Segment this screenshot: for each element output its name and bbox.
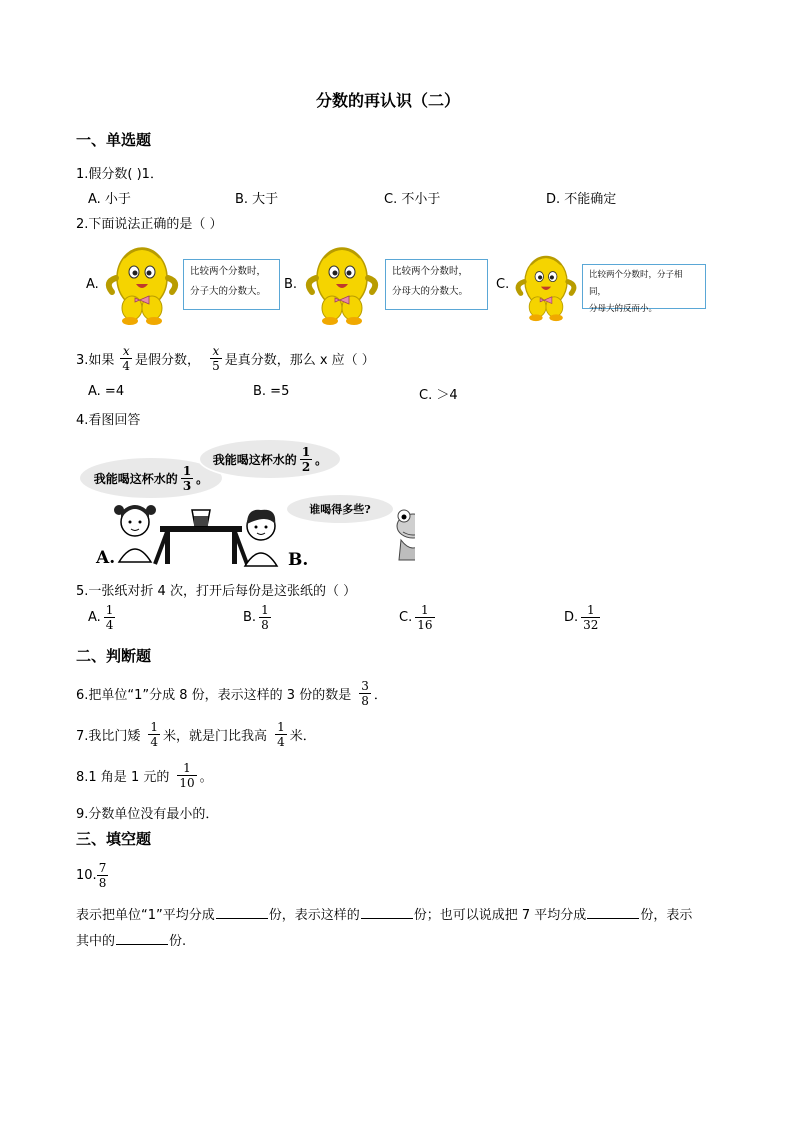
q3-mid: 是假分数， xyxy=(135,353,201,368)
q5-option-b-numerator: 1 xyxy=(261,603,269,617)
q2-option-c-label[interactable]: C. xyxy=(496,277,510,292)
speech-bubble-b xyxy=(200,440,340,478)
q7-fraction-2 xyxy=(275,721,287,748)
q6-text: 6.把单位“1”分成 8 份，表示这样的 3 份的数是 xyxy=(76,688,352,703)
q5-option-c-label: C. xyxy=(399,610,413,625)
q5-option-b-denominator: 8 xyxy=(261,618,269,632)
drink-scene-image xyxy=(95,500,415,570)
q5-option-c[interactable] xyxy=(399,604,438,631)
q8-denominator: 10 xyxy=(179,776,195,790)
speech-a-fraction xyxy=(181,465,193,492)
speech-b-denominator: 2 xyxy=(301,459,311,474)
q10-line1-a: 表示把单位“1”平均分成 xyxy=(76,908,215,923)
section-heading-true-false: 二、判断题 xyxy=(76,647,152,665)
question-7 xyxy=(76,721,316,748)
q10-fraction xyxy=(97,862,109,889)
label-b: B. xyxy=(288,550,309,570)
speech-a-end: 。 xyxy=(196,471,209,486)
q5-option-b-label: B. xyxy=(243,610,257,625)
speech-b-end: 。 xyxy=(315,452,328,467)
q5-option-a-fraction xyxy=(104,604,116,631)
q3-option-a[interactable]: A. =4 xyxy=(88,384,125,399)
q3-fraction-x-over-5 xyxy=(210,345,222,372)
q3-suffix: 是真分数，那么 x 应（ ） xyxy=(224,353,375,368)
mascot-c-image xyxy=(512,248,580,322)
mascot-b-image xyxy=(300,238,384,326)
section-heading-single-choice: 一、单选题 xyxy=(76,131,152,149)
q2-option-a-bubble-line1: 比较两个分数时， xyxy=(190,266,267,277)
q3-frac1-numerator: x xyxy=(122,344,130,358)
q10-numerator: 7 xyxy=(98,861,107,875)
q3-frac2-denominator: 5 xyxy=(212,359,220,373)
q2-option-b-bubble xyxy=(385,259,488,310)
speech-b-text: 我能喝这杯水的 xyxy=(212,452,297,467)
q5-option-c-denominator: 16 xyxy=(417,618,433,632)
q5-option-a-numerator: 1 xyxy=(105,603,114,617)
q10-line1-b: 份，表示这样的 xyxy=(268,908,360,923)
question-8 xyxy=(76,762,213,789)
q2-option-c-bubble-line2: 分母大的反而小。 xyxy=(589,304,658,314)
q8-text: 8.1 角是 1 元的 xyxy=(76,770,170,785)
q10-blank-1[interactable] xyxy=(216,917,268,919)
question-2-stem: 2.下面说法正确的是（ ） xyxy=(76,217,223,232)
q7-frac1-numerator: 1 xyxy=(150,720,159,734)
question-3-stem xyxy=(76,345,375,372)
q5-option-d-denominator: 32 xyxy=(583,618,599,632)
q3-option-c[interactable]: C. ＞4 xyxy=(419,388,458,403)
q5-option-b[interactable] xyxy=(243,604,274,631)
q2-option-b-bubble-line2: 分母大的分数大。 xyxy=(392,286,469,297)
q7-part-b: 米，就是门比我高 xyxy=(163,729,268,744)
q2-option-a-label[interactable]: A. xyxy=(86,277,99,292)
label-a: A. xyxy=(96,548,116,568)
q6-fraction xyxy=(359,680,371,707)
q7-fraction-1 xyxy=(148,721,160,748)
q3-frac1-denominator: 4 xyxy=(122,359,131,373)
question-4-stem: 4.看图回答 xyxy=(76,413,141,428)
q5-option-b-fraction xyxy=(259,604,271,631)
q7-frac1-denominator: 4 xyxy=(150,735,159,749)
speech-b-numerator: 1 xyxy=(301,444,311,459)
q2-option-b-bubble-line1: 比较两个分数时， xyxy=(392,266,469,277)
speech-a-denominator: 3 xyxy=(182,478,192,493)
q10-line1-d: 份，表示 xyxy=(640,908,693,923)
q10-num: 10. xyxy=(76,868,97,883)
question-9: 9.分数单位没有最小的． xyxy=(76,807,219,822)
q10-line2-a: 其中的 xyxy=(76,934,116,949)
q1-option-d[interactable]: D. 不能确定 xyxy=(546,192,617,207)
q7-frac2-numerator: 1 xyxy=(277,720,285,734)
speech-b-fraction xyxy=(300,446,312,473)
q1-option-b[interactable]: B. 大于 xyxy=(235,192,279,207)
q5-option-c-numerator: 1 xyxy=(421,603,429,617)
q5-option-c-fraction xyxy=(415,604,434,631)
q3-option-b[interactable]: B. =5 xyxy=(253,384,290,399)
q6-end: ． xyxy=(373,688,387,703)
q7-part-a: 7.我比门矮 xyxy=(76,729,141,744)
q8-numerator: 1 xyxy=(183,761,191,775)
q10-line2-b: 份. xyxy=(169,934,187,949)
q10-blank-3[interactable] xyxy=(587,917,639,919)
q10-denominator: 8 xyxy=(98,876,107,890)
q5-option-d-numerator: 1 xyxy=(586,603,595,617)
q2-option-b-label[interactable]: B. xyxy=(284,277,298,292)
q1-option-a[interactable]: A. 小于 xyxy=(88,192,131,207)
q10-line-2 xyxy=(76,930,186,949)
q6-numerator: 3 xyxy=(361,679,369,693)
question-6 xyxy=(76,680,387,707)
q10-blank-4[interactable] xyxy=(116,943,168,945)
speech-a-text: 我能喝这杯水的 xyxy=(93,471,178,486)
q5-option-d-fraction xyxy=(581,604,600,631)
q7-part-c: 米． xyxy=(289,729,316,744)
q3-frac2-numerator: x xyxy=(212,344,220,358)
speech-bubble-frog: 谁喝得多些? xyxy=(287,495,393,523)
q2-option-a-bubble xyxy=(183,259,280,310)
q5-option-d[interactable] xyxy=(564,604,603,631)
q7-frac2-denominator: 4 xyxy=(277,735,285,749)
question-10-number xyxy=(76,862,111,889)
q3-prefix: 3.如果 xyxy=(76,353,115,368)
section-heading-fill-in: 三、填空题 xyxy=(76,830,152,848)
q6-denominator: 8 xyxy=(361,694,369,708)
q8-fraction xyxy=(177,762,196,789)
question-5-stem: 5.一张纸对折 4 次，打开后每份是这张纸的（ ） xyxy=(76,584,357,599)
q8-end: 。 xyxy=(199,770,213,785)
q5-option-d-label: D. xyxy=(564,610,579,625)
q5-option-a[interactable] xyxy=(88,604,118,631)
q1-option-c[interactable]: C. 不小于 xyxy=(384,192,441,207)
q2-option-c-bubble-line1: 比较两个分数时，分子相同， xyxy=(589,270,683,297)
speech-bubble-a xyxy=(80,458,222,498)
q5-option-a-label: A. xyxy=(88,610,101,625)
q2-option-a-bubble-line2: 分子大的分数大。 xyxy=(190,286,267,297)
question-1-stem: 1.假分数( )1． xyxy=(76,167,163,182)
q10-line1-c: 份；也可以说成把 7 平均分成 xyxy=(413,908,587,923)
q10-blank-2[interactable] xyxy=(361,917,413,919)
page-title: 分数的再认识（二） xyxy=(316,91,461,110)
q5-option-a-denominator: 4 xyxy=(105,618,114,632)
q10-line-1 xyxy=(76,904,692,923)
q3-fraction-x-over-4 xyxy=(120,345,132,372)
mascot-a-image xyxy=(102,238,182,326)
q2-option-c-bubble xyxy=(582,264,706,314)
speech-a-numerator: 1 xyxy=(182,463,192,478)
